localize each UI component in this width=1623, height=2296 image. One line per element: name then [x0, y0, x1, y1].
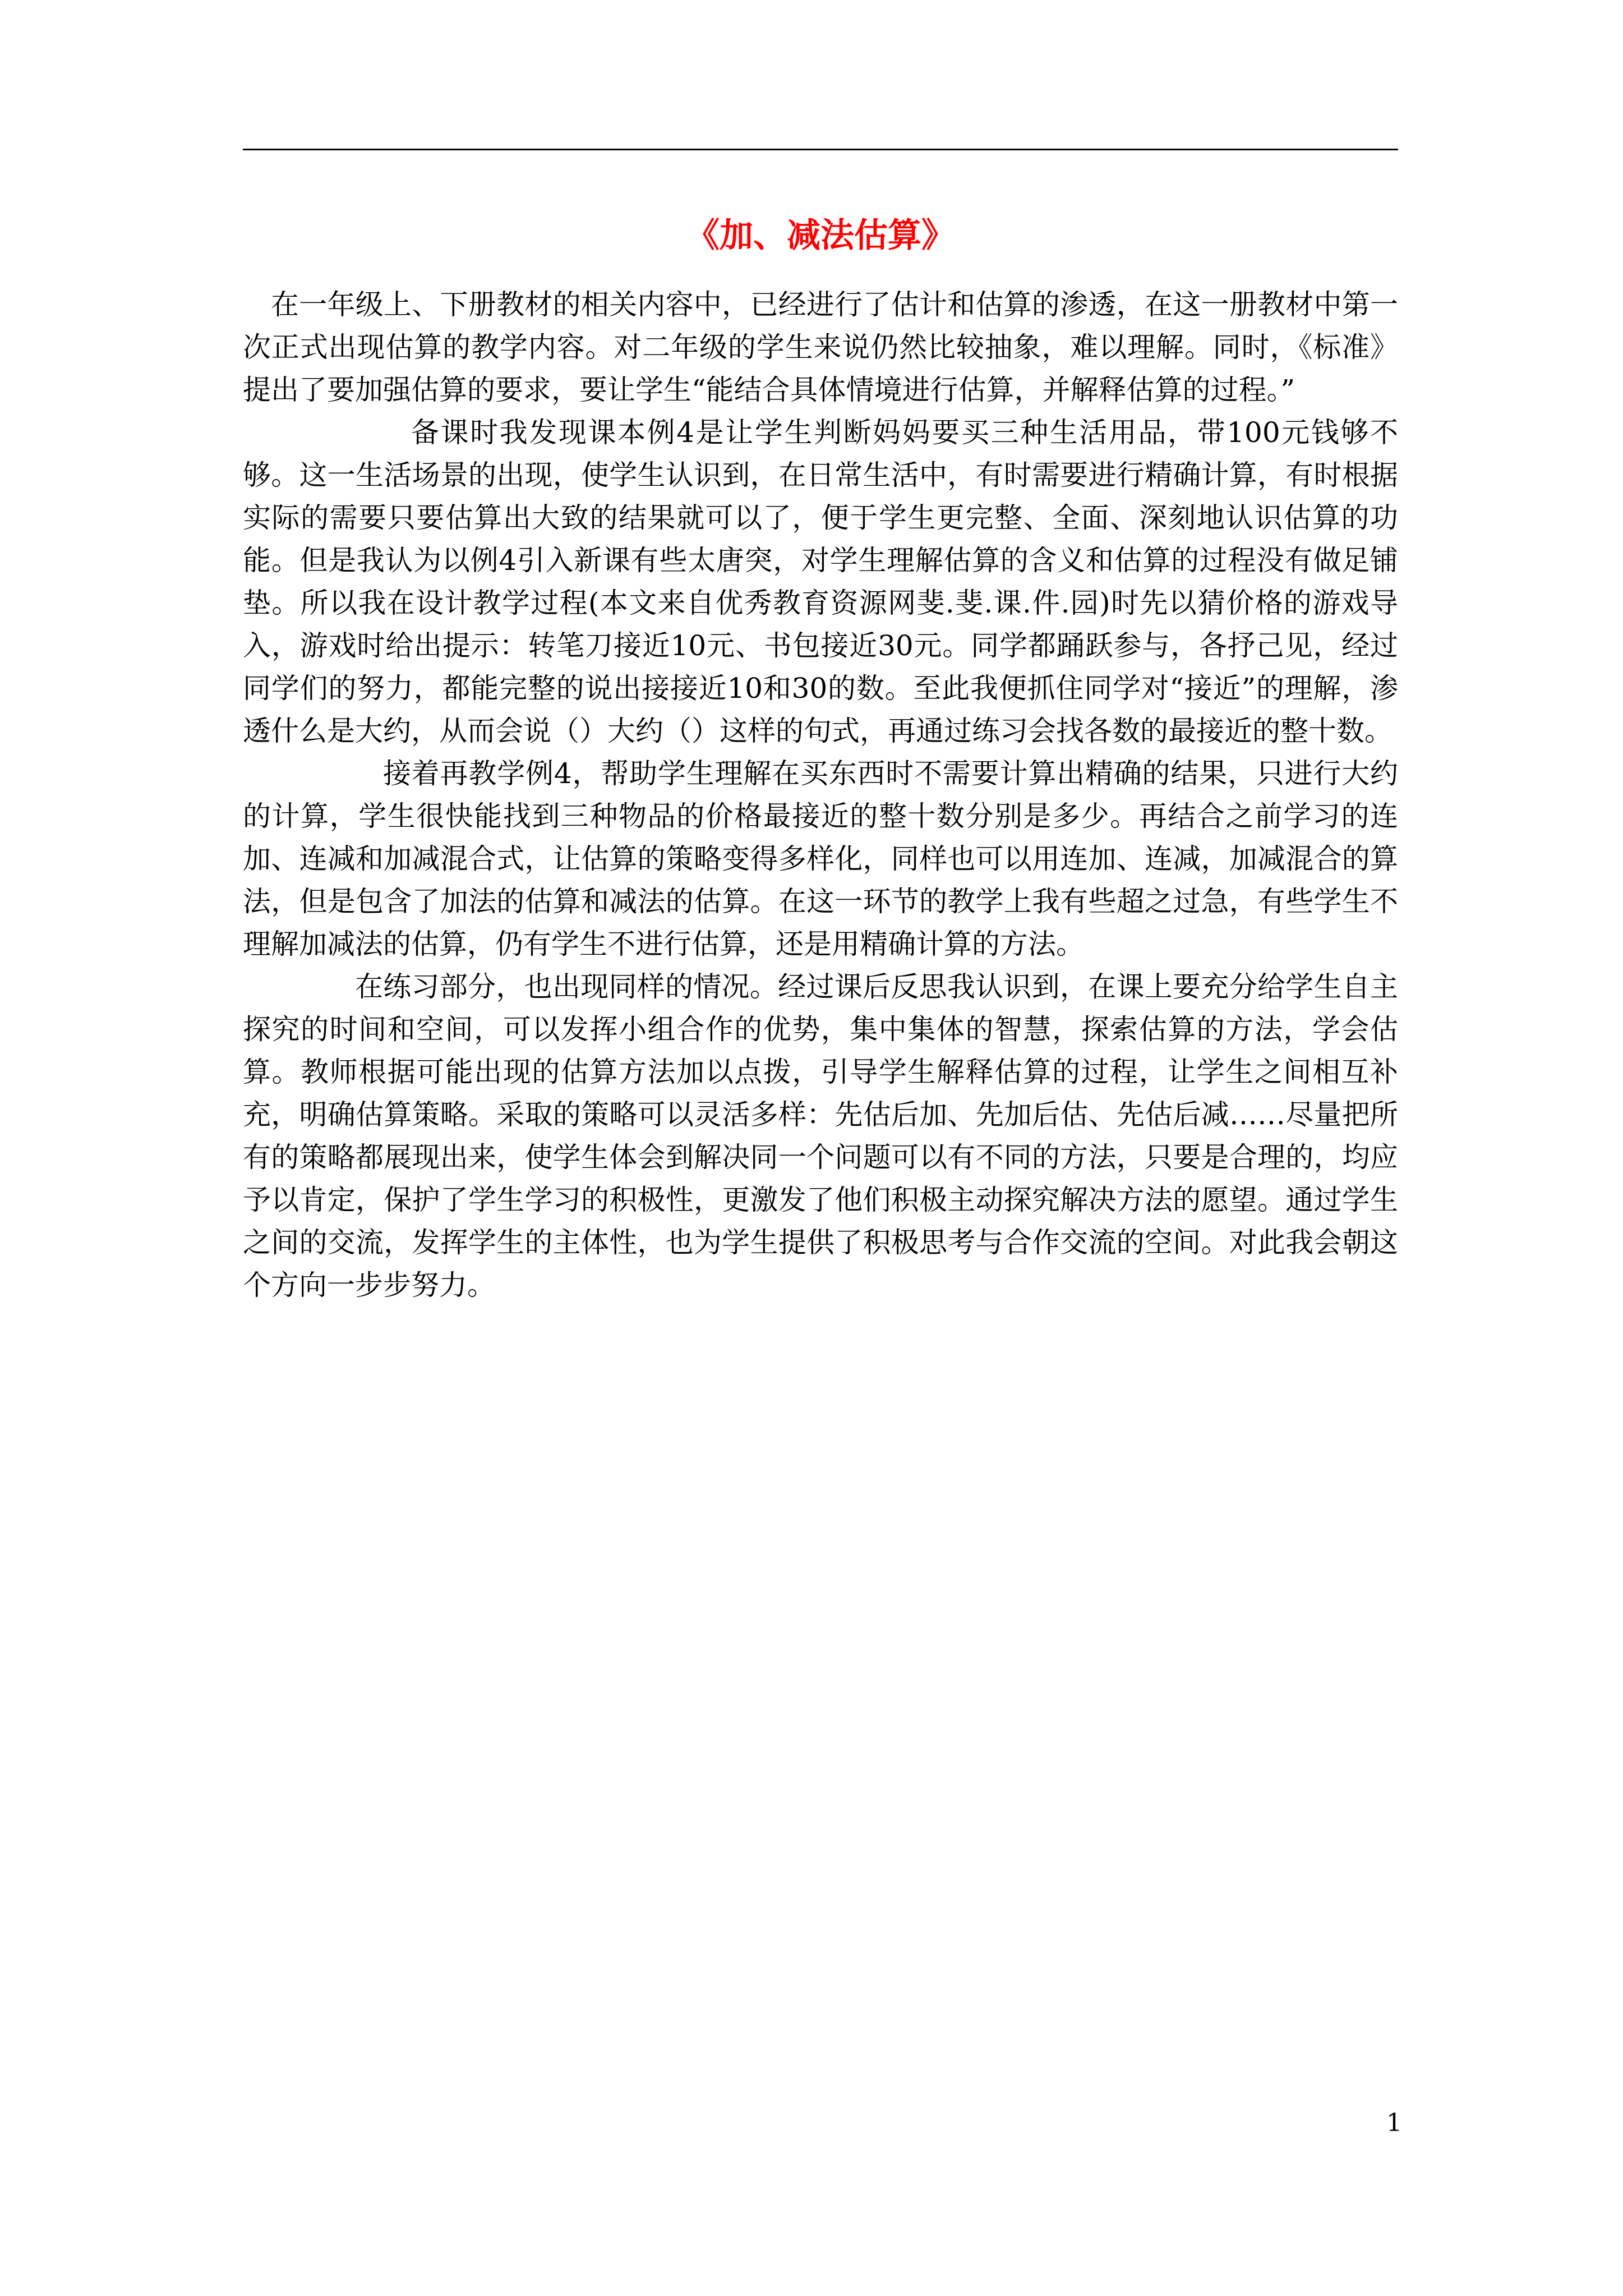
paragraph-2: 备课时我发现课本例4是让学生判断妈妈要买三种生活用品，带100元钱够不够。这一生活场景的出现，使学生认识到，在日常生活中，有时需要进行精确计算，有时根据实际的需要只要估算出大致的结果就可以了，便于学生更完整、全面、深刻地认识估算的功能。但是我认为以例4引入新课有些太唐突，对学生理解估算的含义和估算的过程没有做足铺垫。所以我在设计教学过程(本文来自优秀教育资源网斐.斐.课.件.园)时先以猜价格的游戏导入，游戏时给出提示：转笔刀接近10元、书包接近30元。同学都踊跃参与，各抒己见，经过同学们的努力，都能完整的说出接接近10和30的数。至此我便抓住同学对“接近”的理解，渗透什么是大约，从而会说（）大约（）这样的句式，再通过练习会找各数的最接近的整十数。 [243, 416, 1398, 747]
document-title: 《加、减法估算》 [686, 216, 955, 255]
header-rule [243, 149, 1398, 150]
paragraph-4: 在练习部分，也出现同样的情况。经过课后反思我认识到，在课上要充分给学生自主探究的时间和空间，可以发挥小组合作的优势，集中集体的智慧，探索估算的方法，学会估算。教师根据可能出现的估算方法加以点拨，引导学生解释估算的过程，让学生之间相互补充，明确估算策略。采取的策略可以灵活多样：先估后加、先加后估、先估后减……尽量把所有的策略都展现出来，使学生体会到解决同一个问题可以有不同的方法，只要是合理的，均应予以肯定，保护了学生学习的积极性，更激发了他们积极主动探究解决方法的愿望。通过学生之间的交流，发挥学生的主体性，也为学生提供了积极思考与合作交流的空间。对此我会朝这个方向一步步努力。 [243, 970, 1398, 1301]
paragraph-3: 接着再教学例4，帮助学生理解在买东西时不需要计算出精确的结果，只进行大约的计算，学生很快能找到三种物品的价格最接近的整十数分别是多少。再结合之前学习的连加、连减和加减混合式，让估算的策略变得多样化，同样也可以用连加、连减，加减混合的算法，但是包含了加法的估算和减法的估算。在这一环节的教学上我有些超之过急，有些学生不理解加减法的估算，仍有学生不进行估算，还是用精确计算的方法。 [243, 757, 1398, 960]
page-number: 1 [1386, 2109, 1402, 2137]
paragraph-1: 在一年级上、下册教材的相关内容中，已经进行了估计和估算的渗透，在这一册教材中第一次正式出现估算的教学内容。对二年级的学生来说仍然比较抽象，难以理解。同时，《标准》提出了要加强估算的要求，要让学生“能结合具体情境进行估算，并解释估算的过程。” [243, 288, 1398, 406]
document-body [243, 283, 1398, 1306]
